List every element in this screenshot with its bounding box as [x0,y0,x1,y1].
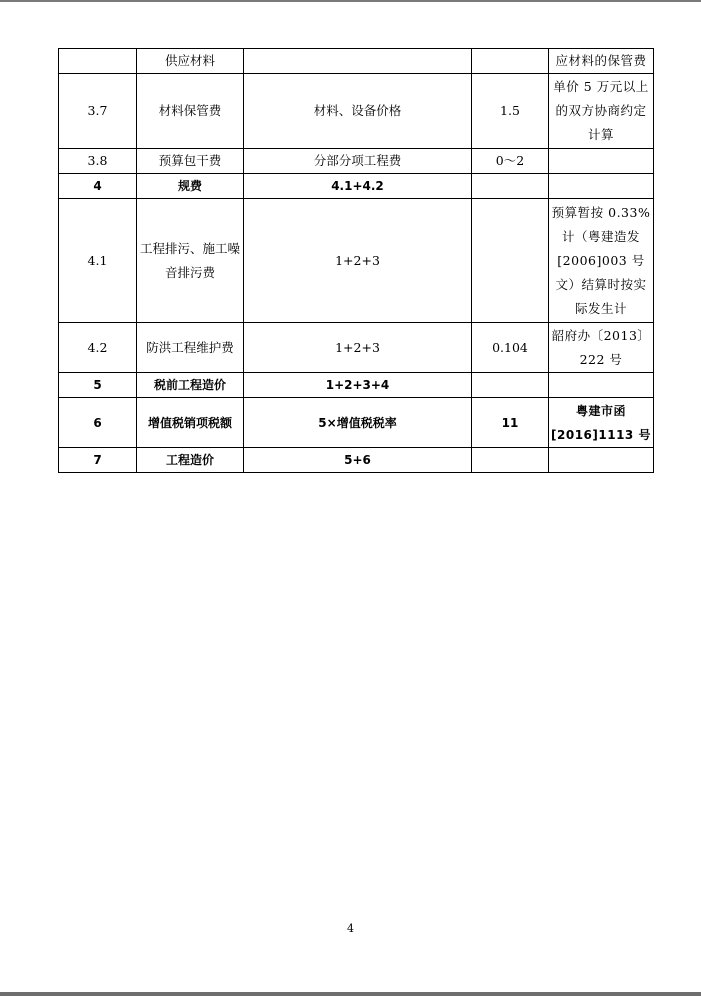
table-row [59,49,654,74]
page-number: 4 [347,922,354,935]
rate: 11 [472,398,549,448]
calc-base: 1+2+3+4 [244,373,472,398]
remark: 单价 5 万元以上的双方协商约定计算 [549,74,654,149]
table-row [59,149,654,174]
row-number: 6 [59,398,137,448]
rate [472,49,549,74]
remark: 粤建市函[2016]1113 号 [549,398,654,448]
remark: 韶府办〔2013〕222 号 [549,323,654,373]
remark [549,448,654,473]
rate [472,448,549,473]
rate [472,174,549,199]
item-name: 工程造价 [137,448,244,473]
calc-base: 4.1+4.2 [244,174,472,199]
row-number: 3.7 [59,74,137,149]
rate: 1.5 [472,74,549,149]
calc-base [244,49,472,74]
item-name: 材料保管费 [137,74,244,149]
rate: 0～2 [472,149,549,174]
rate [472,373,549,398]
item-name: 规费 [137,174,244,199]
item-name: 工程排污、施工噪音排污费 [137,199,244,323]
top-border [0,0,701,2]
row-number: 4.1 [59,199,137,323]
item-name: 供应材料 [137,49,244,74]
item-name: 增值税销项税额 [137,398,244,448]
table-row [59,323,654,373]
row-number: 4.2 [59,323,137,373]
row-number: 4 [59,174,137,199]
table-row [59,448,654,473]
calc-base: 5+6 [244,448,472,473]
row-number: 3.8 [59,149,137,174]
row-number: 5 [59,373,137,398]
table-row [59,74,654,149]
calc-base: 5×增值税税率 [244,398,472,448]
calc-base: 材料、设备价格 [244,74,472,149]
item-name: 税前工程造价 [137,373,244,398]
calc-base: 1+2+3 [244,323,472,373]
table-row [59,398,654,448]
table-row [59,174,654,199]
table-row [59,373,654,398]
row-number [59,49,137,74]
remark: 应材料的保管费 [549,49,654,74]
remark [549,149,654,174]
calc-base: 1+2+3 [244,199,472,323]
remark: 预算暂按 0.33%计（粤建造发[2006]003 号文）结算时按实际发生计 [549,199,654,323]
fee-table [58,48,654,473]
bottom-border [0,992,701,996]
row-number: 7 [59,448,137,473]
remark [549,174,654,199]
item-name: 防洪工程维护费 [137,323,244,373]
rate: 0.104 [472,323,549,373]
calc-base: 分部分项工程费 [244,149,472,174]
remark [549,373,654,398]
item-name: 预算包干费 [137,149,244,174]
table-row [59,199,654,323]
rate [472,199,549,323]
